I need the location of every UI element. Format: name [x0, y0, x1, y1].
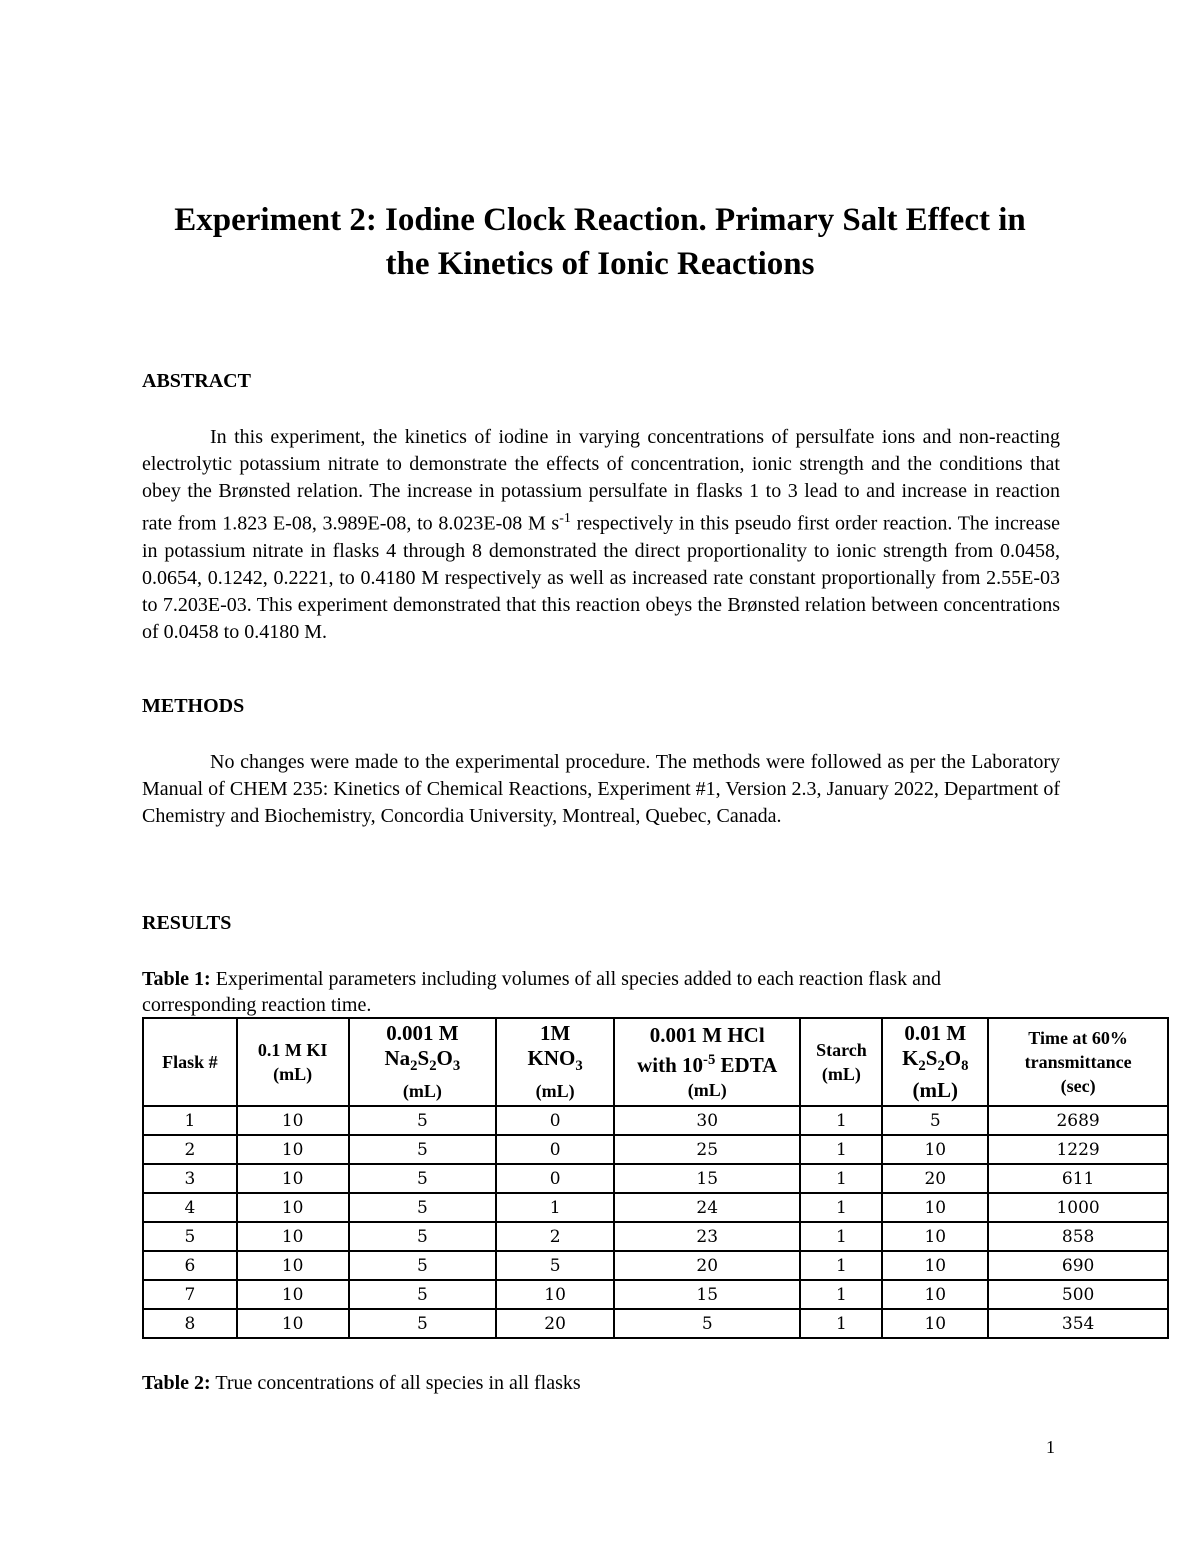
- table-cell: 10: [882, 1251, 988, 1280]
- table2-caption-text: True concentrations of all species in all flasks: [210, 1372, 581, 1394]
- table-row: [143, 1164, 1168, 1193]
- table-cell: 5: [349, 1280, 497, 1309]
- table2-caption: [142, 1370, 1060, 1396]
- table-cell: 20: [496, 1309, 614, 1338]
- table-cell: 500: [988, 1280, 1168, 1309]
- table-cell: 5: [349, 1251, 497, 1280]
- methods-paragraph: [142, 749, 1060, 830]
- table-cell: 5: [143, 1222, 237, 1251]
- table-row: [143, 1193, 1168, 1222]
- table1: [142, 1017, 1169, 1339]
- table-cell: 1: [800, 1135, 882, 1164]
- header-thiosulfate: 0.001 M $Na_2S_2O_3$ (mL): [349, 1018, 497, 1106]
- table-cell: 858: [988, 1222, 1168, 1251]
- abstract-paragraph: [142, 424, 1060, 646]
- table-row: [143, 1222, 1168, 1251]
- table-cell: 5: [349, 1222, 497, 1251]
- table-cell: 5: [349, 1309, 497, 1338]
- methods-text: No changes were made to the experimental procedure. The methods were followed as per the Laboratory Manual of CHEM 235: Kinetics of Chemical Reactions, Experiment #1, Version 2.3, January 2022, Department of Chemistry and Biochemistry, Concordia University, Montreal, Quebec, Canada.: [142, 751, 1060, 827]
- table-cell: 690: [988, 1251, 1168, 1280]
- table-cell: 1: [496, 1193, 614, 1222]
- header-hcl: 0.001 M HCl with $10^{-5}$ EDTA (mL): [614, 1018, 801, 1106]
- table-cell: 5: [614, 1309, 801, 1338]
- table-cell: 1: [800, 1164, 882, 1193]
- table-cell: 10: [882, 1193, 988, 1222]
- table-row: [143, 1309, 1168, 1338]
- table-cell: 10: [237, 1193, 349, 1222]
- table-cell: 10: [882, 1222, 988, 1251]
- table-cell: 24: [614, 1193, 801, 1222]
- title-line-1: Experiment 2: Iodine Clock Reaction. Primary Salt Effect in: [174, 202, 1026, 238]
- table-cell: 5: [349, 1106, 497, 1135]
- table-cell: 2689: [988, 1106, 1168, 1135]
- header-starch: Starch (mL): [800, 1018, 882, 1106]
- page-number: 1: [1046, 1437, 1055, 1457]
- table-cell: 10: [237, 1251, 349, 1280]
- table-row: [143, 1106, 1168, 1135]
- table2-label: Table 2:: [142, 1372, 211, 1394]
- table-cell: 1229: [988, 1135, 1168, 1164]
- table-cell: 2: [496, 1222, 614, 1251]
- table-cell: 1000: [988, 1193, 1168, 1222]
- table1-label: Table 1:: [142, 968, 211, 990]
- table-row: [143, 1280, 1168, 1309]
- table-cell: 25: [614, 1135, 801, 1164]
- table-cell: 354: [988, 1309, 1168, 1338]
- page-title: [100, 198, 1100, 286]
- table-cell: 1: [800, 1280, 882, 1309]
- abstract-text-b: respectively in this pseudo first order reaction. The increase in potassium nitrate in flasks 4 through 8 demonstrated the direct proportionality to ionic strength from 0.0458, 0.0654, 0.1242, 0.2221, to 0.4180 M respectively as well as increased rate constant proportionally from 2.55E-03 to 7.203E-03. This experiment demonstrated that this reaction obeys the Brønsted relation between concentrations of 0.0458 to 0.4180 M.: [142, 512, 1060, 643]
- table-cell: 30: [614, 1106, 801, 1135]
- table-cell: 0: [496, 1164, 614, 1193]
- table1-caption-text: Experimental parameters including volumes of all species added to each reaction flask and corresponding reaction time.: [142, 968, 942, 1016]
- table-cell: 611: [988, 1164, 1168, 1193]
- title-line-2: the Kinetics of Ionic Reactions: [385, 246, 815, 282]
- table-cell: 1: [800, 1106, 882, 1135]
- table-cell: 5: [349, 1164, 497, 1193]
- table-cell: 10: [237, 1280, 349, 1309]
- table-cell: 10: [237, 1222, 349, 1251]
- table-cell: 20: [882, 1164, 988, 1193]
- table-cell: 5: [496, 1251, 614, 1280]
- table-cell: 10: [882, 1309, 988, 1338]
- table1-header-row: [143, 1018, 1168, 1106]
- table-cell: 7: [143, 1280, 237, 1309]
- table-cell: 1: [800, 1222, 882, 1251]
- table-cell: 10: [237, 1309, 349, 1338]
- table-cell: 4: [143, 1193, 237, 1222]
- table-cell: 0: [496, 1135, 614, 1164]
- abstract-text-a: In this experiment, the kinetics of iodine in varying concentrations of persulfate ions and non-reacting electrolytic potassium nitrate to demonstrate the effects of concentration, ionic strength and the conditions that obey the Brønsted relation. The increase in potassium persulfate in flasks 1 to 3 lead to and increase in reaction rate from 1.823 E-08, 3.989E-08, to 8.023E-08 M s: [142, 426, 1060, 535]
- results-heading: RESULTS: [142, 912, 232, 934]
- table-cell: 23: [614, 1222, 801, 1251]
- table1-caption: [142, 966, 1060, 1018]
- table-cell: 10: [882, 1280, 988, 1309]
- abstract-heading: ABSTRACT: [142, 370, 251, 392]
- table-cell: 20: [614, 1251, 801, 1280]
- header-persulfate: 0.01 M $K_2S_2O_8$ (mL): [882, 1018, 988, 1106]
- table-cell: 2: [143, 1135, 237, 1164]
- header-flask: Flask #: [143, 1018, 237, 1106]
- table1-body: [143, 1106, 1168, 1338]
- header-ki: 0.1 M KI (mL): [237, 1018, 349, 1106]
- table-cell: 10: [882, 1135, 988, 1164]
- table-cell: 1: [143, 1106, 237, 1135]
- table-cell: 8: [143, 1309, 237, 1338]
- table-cell: 5: [882, 1106, 988, 1135]
- table-cell: 10: [237, 1164, 349, 1193]
- table-row: [143, 1135, 1168, 1164]
- table-cell: 10: [237, 1135, 349, 1164]
- header-time: Time at 60% transmittance (sec): [988, 1018, 1168, 1106]
- table-cell: 6: [143, 1251, 237, 1280]
- header-kno3: 1M $KNO_3$ (mL): [496, 1018, 614, 1106]
- table-cell: 1: [800, 1251, 882, 1280]
- methods-heading: METHODS: [142, 695, 245, 717]
- table-cell: 15: [614, 1280, 801, 1309]
- table-cell: 1: [800, 1309, 882, 1338]
- table-cell: 0: [496, 1106, 614, 1135]
- table-cell: 5: [349, 1135, 497, 1164]
- table-cell: 1: [800, 1193, 882, 1222]
- table-cell: 10: [237, 1106, 349, 1135]
- table-cell: 10: [496, 1280, 614, 1309]
- table-cell: 5: [349, 1193, 497, 1222]
- table-cell: 3: [143, 1164, 237, 1193]
- table-cell: 15: [614, 1164, 801, 1193]
- abstract-superscript: -1: [559, 511, 571, 526]
- table-row: [143, 1251, 1168, 1280]
